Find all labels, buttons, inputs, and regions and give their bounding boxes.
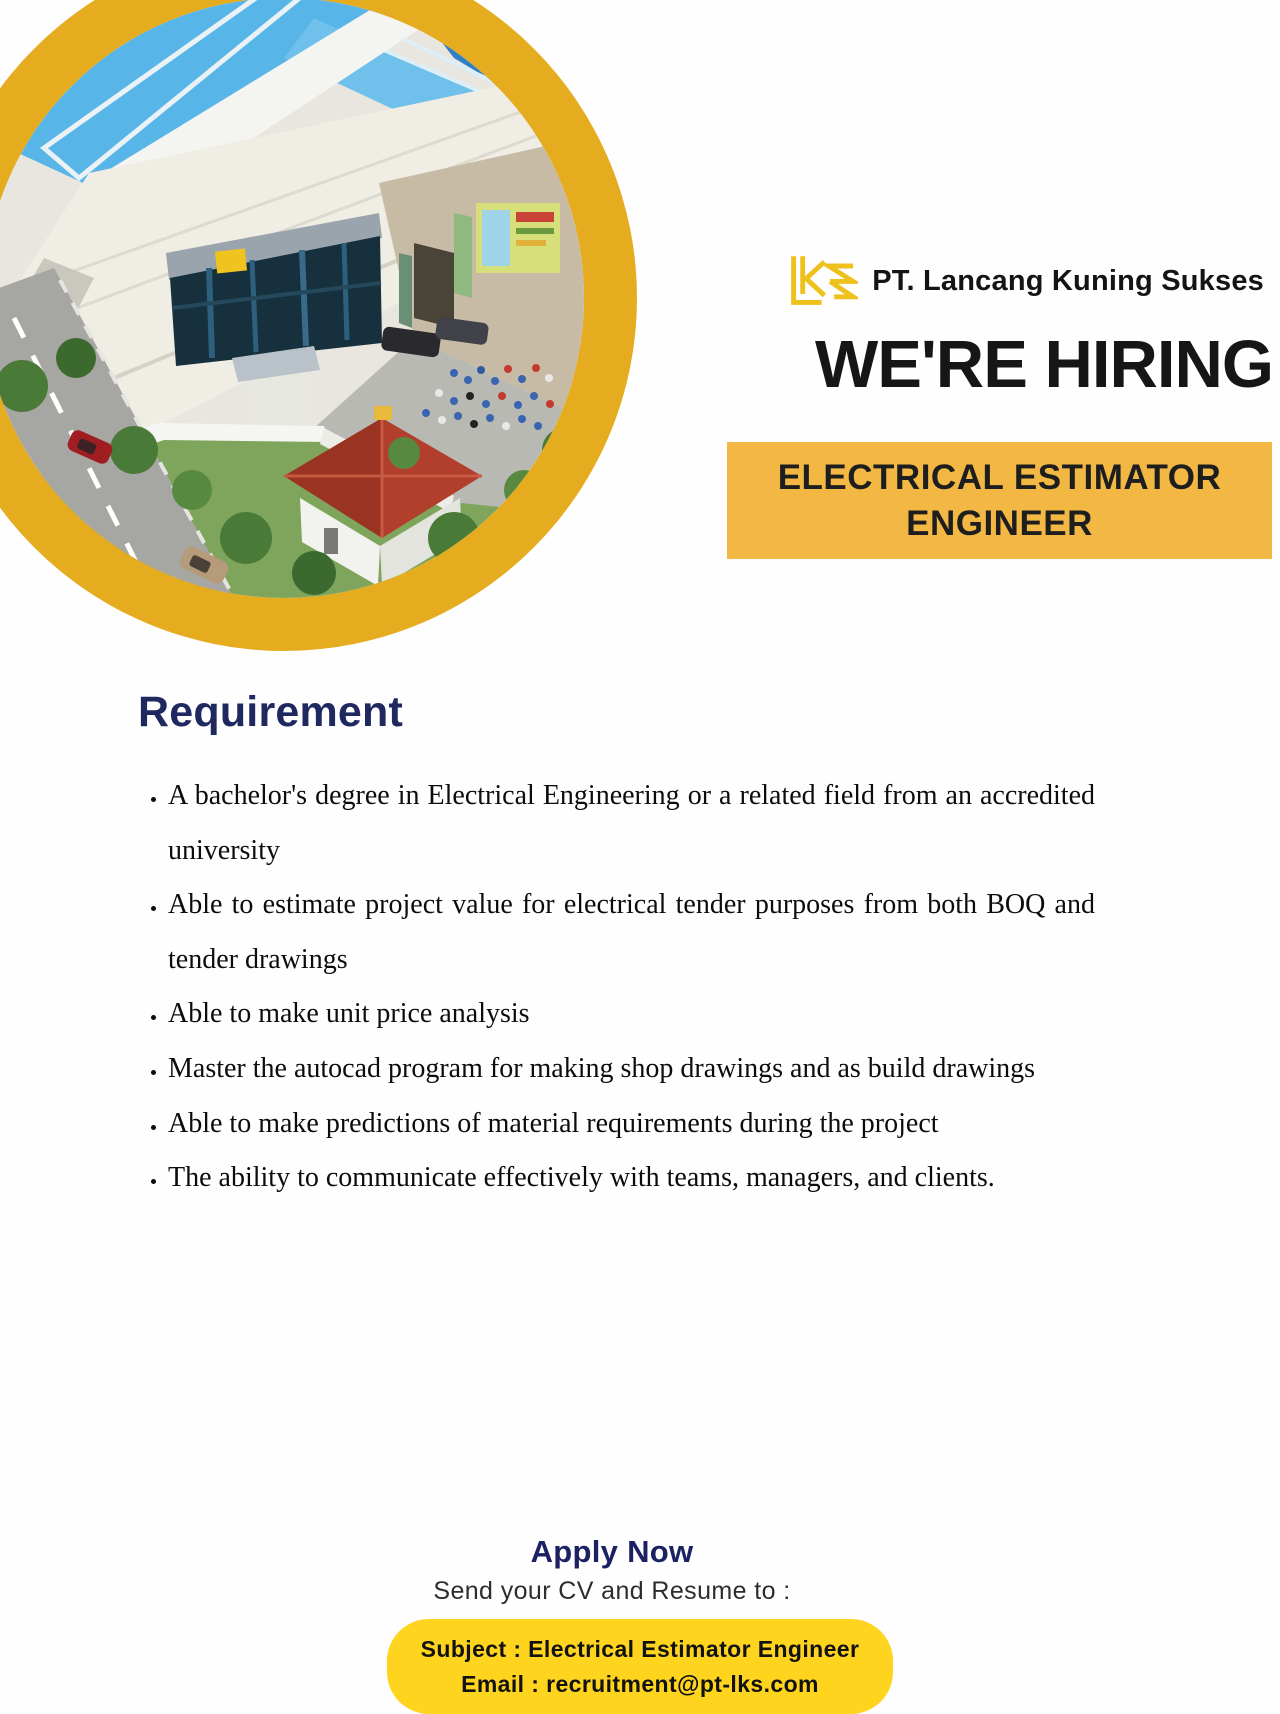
factory-aerial-photo	[0, 0, 584, 598]
apply-text	[0, 1534, 1252, 1606]
requirement-item: • Able to make unit price analysis	[168, 987, 1095, 1042]
requirements-title: Requirement	[138, 688, 404, 736]
hero-circle-ring	[0, 0, 637, 651]
requirement-item: • A bachelor's degree in Electrical Engineering or a related field from an accredited university	[168, 769, 1095, 878]
headline-were-hiring: WE'RE HIRING	[814, 327, 1273, 402]
factory-aerial-illustration	[0, 0, 584, 598]
position-banner: ELECTRICAL ESTIMATOR ENGINEER	[727, 442, 1272, 559]
requirement-item: • The ability to communicate effectively with teams, managers, and clients.	[168, 1151, 1095, 1206]
contact-pill	[387, 1619, 894, 1714]
requirement-item: • Master the autocad program for making shop drawings and as build drawings	[168, 1042, 1095, 1097]
apply-subtitle: Send your CV and Resume to :	[433, 1577, 791, 1605]
lks-monogram-icon	[788, 252, 858, 310]
apply-section	[0, 1534, 1280, 1714]
requirements-section	[138, 688, 1095, 1206]
company-row	[788, 252, 1264, 310]
contact-email-line: Email : recruitment@pt-lks.com	[461, 1670, 819, 1697]
apply-now-title: Apply Now	[530, 1534, 694, 1569]
requirement-item: • Able to estimate project value for electrical tender purposes from both BOQ and tender drawings	[168, 878, 1095, 987]
contact-subject-line: Subject : Electrical Estimator Engineer	[420, 1636, 860, 1662]
company-name: PT. Lancang Kuning Sukses	[872, 264, 1264, 297]
requirements-list	[138, 769, 1095, 1206]
requirement-item: • Able to make predictions of material requirements during the project	[168, 1097, 1095, 1152]
